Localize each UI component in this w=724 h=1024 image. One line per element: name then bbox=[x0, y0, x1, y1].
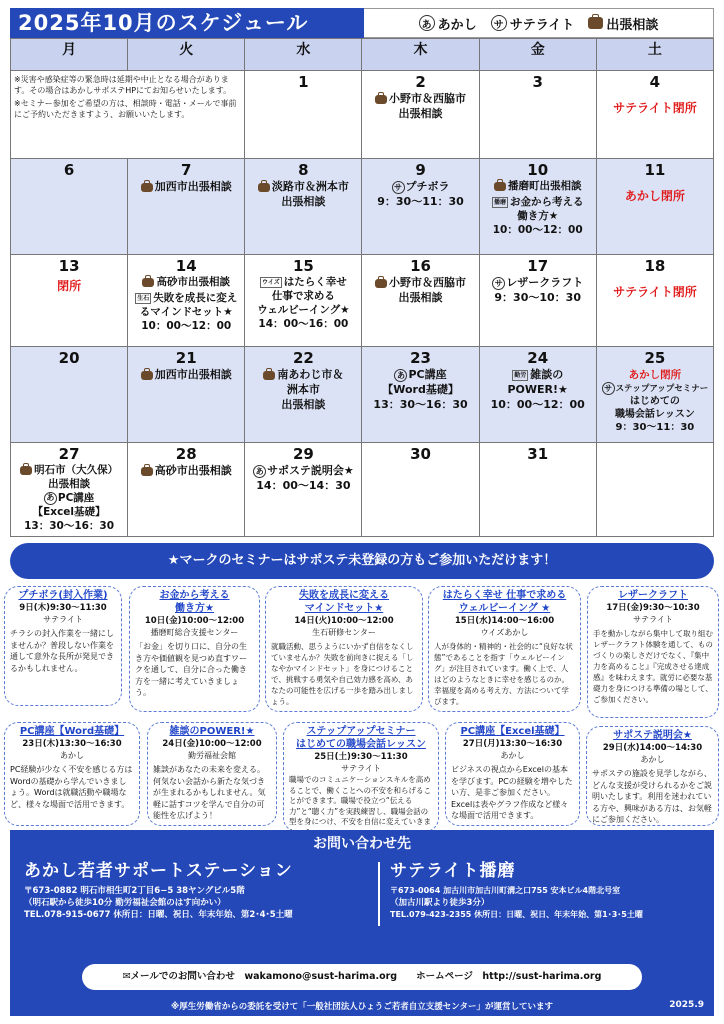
venue-icon: 勤労 bbox=[514, 371, 527, 379]
event-time: 13：30～16：30 bbox=[373, 398, 468, 411]
venue-icon: 生石 bbox=[137, 294, 150, 302]
event: 明石市（大久保） bbox=[11, 463, 127, 477]
day-cell bbox=[245, 71, 362, 159]
card-venue: ウイズあかし bbox=[480, 628, 529, 637]
contact-mail-bar[interactable]: ✉メールでのお問い合わせ wakamono@sust-harima.org ホームページ http://sust-harima.org bbox=[82, 964, 642, 990]
event-line: POWER!★ bbox=[507, 383, 568, 396]
legend-satellite bbox=[491, 14, 575, 33]
briefcase-icon bbox=[141, 467, 153, 476]
satellite-icon: サ bbox=[492, 277, 505, 290]
operator-note: ※厚生労働省からの委託を受けて「一般社団法人ひょうご若者自立支援センター」が運営しています bbox=[171, 1002, 553, 1012]
weekday-sat: 土 bbox=[596, 39, 713, 71]
legend bbox=[364, 8, 714, 38]
event: 南あわじ市＆ bbox=[245, 367, 361, 382]
day-cell bbox=[596, 347, 713, 443]
day-number: 21 bbox=[175, 349, 197, 367]
day-number: 6 bbox=[63, 161, 75, 179]
venue-icon: 播磨 bbox=[493, 198, 506, 206]
event-line: 【Excel基礎】 bbox=[32, 506, 106, 518]
card-mindset bbox=[265, 586, 423, 712]
legend-label: 出張相談 bbox=[606, 17, 659, 33]
day-number: 17 bbox=[527, 257, 549, 275]
event-time: 9：30～10：30 bbox=[494, 291, 581, 304]
day-number: 22 bbox=[292, 349, 314, 367]
card-title: ステップアップセミナー bbox=[306, 726, 416, 737]
briefcase-icon bbox=[142, 278, 154, 287]
card-venue: 播磨町総合支援センター bbox=[150, 628, 239, 637]
day-number: 15 bbox=[292, 257, 314, 275]
card-text: PC経験が少なく不安を感じる方はWordの基礎から学んでいきましょう。Wordは就職活動や職場など、様々な場面で活用できます。 bbox=[10, 765, 133, 809]
legend-akashi bbox=[419, 14, 477, 33]
day-number: 16 bbox=[410, 257, 431, 275]
day-cell bbox=[479, 347, 596, 443]
issue-date: 2025.9 bbox=[669, 1000, 704, 1010]
event-time: 14：00～16：00 bbox=[258, 318, 349, 330]
akashi-icon: あ bbox=[44, 492, 57, 505]
card-date: 25日(土)9:30～11:30 bbox=[314, 752, 408, 762]
day-cell bbox=[128, 443, 245, 537]
event-line: 出張相談 bbox=[281, 398, 326, 411]
card-title: はたらく幸せ 仕事で求める bbox=[442, 590, 567, 601]
day-number: 30 bbox=[410, 445, 431, 463]
card-text: ビジネスの視点からExcelの基本を学びます。PCの経験を増やしたい方、是非ご参加ください。Excelは表やグラフ作成など様々な場面で活用できます。 bbox=[451, 765, 573, 820]
card-date: 15日(水)14:00～16:00 bbox=[454, 616, 555, 626]
card-title: サポステ説明会★ bbox=[613, 730, 692, 741]
day-cell bbox=[11, 443, 128, 537]
org-name: あかし若者サポートステーション bbox=[24, 861, 293, 881]
card-date: 9日(木)9:30～11:30 bbox=[19, 603, 107, 613]
event: 高砂市出張相談 bbox=[128, 275, 244, 289]
day-cell bbox=[362, 255, 479, 347]
day-number: 14 bbox=[175, 257, 197, 275]
legend-label: サテライト bbox=[509, 17, 575, 33]
day-number: 3 bbox=[532, 73, 543, 91]
weekday-fri: 金 bbox=[479, 39, 596, 71]
divider bbox=[378, 862, 380, 926]
briefcase-icon bbox=[141, 371, 153, 380]
card-text: 「お金」を切り口に、自分の生き方や価値観を見つめ直すワークを通して、自分に合った働き方を一緒に考えていきましょう。 bbox=[135, 642, 247, 697]
day-cell bbox=[245, 159, 362, 255]
notice-cell bbox=[11, 71, 245, 159]
briefcase-icon bbox=[258, 183, 270, 192]
contact-heading: お問い合わせ先 bbox=[313, 836, 411, 852]
day-cell bbox=[362, 347, 479, 443]
notice-line: ※セミナー参加をご希望の方は、相談時・電話・メールで事前にご予約いただきますよう、お願いいたします。 bbox=[14, 99, 237, 119]
day-number: 23 bbox=[410, 349, 431, 367]
event-time: 9：30～11：30 bbox=[377, 195, 464, 208]
day-number: 20 bbox=[58, 349, 80, 367]
legend-label: あかし bbox=[437, 17, 477, 33]
card-title: PC講座【Word基礎】 bbox=[19, 726, 125, 737]
event-time: 13：30～16：30 bbox=[24, 520, 115, 532]
day-cell bbox=[596, 159, 713, 255]
day-number: 18 bbox=[644, 257, 666, 275]
card-title: 働き方★ bbox=[175, 603, 214, 614]
weekday-thu: 木 bbox=[362, 39, 479, 71]
header bbox=[10, 8, 714, 38]
event: 小野市＆西脇市 bbox=[362, 275, 478, 290]
day-cell bbox=[479, 71, 596, 159]
event: 加西市出張相談 bbox=[128, 367, 244, 382]
day-number: 2 bbox=[415, 73, 426, 91]
day-number: 27 bbox=[58, 445, 80, 463]
card-briefing bbox=[586, 726, 719, 826]
card-text: 人が身体的・精神的・社会的に“良好な状態”であることを指す「ウェルビーイング」が注目されています。働く上で、人はどのようなときに幸せを感じるのか。幸福度を高める考え方、方法について学びます。 bbox=[434, 642, 573, 706]
day-number: 9 bbox=[415, 161, 426, 179]
event-line: るマインドセット★ bbox=[139, 306, 233, 318]
card-venue: 生石研修センター bbox=[312, 628, 376, 637]
closed-label: あかし閉所 bbox=[624, 189, 685, 203]
event: あ PC講座 bbox=[362, 367, 478, 382]
day-cell bbox=[479, 443, 596, 537]
page-title: 2025年10月のスケジュール bbox=[10, 8, 364, 38]
briefcase-icon bbox=[588, 17, 603, 29]
card-title: ウェルビーイング ★ bbox=[458, 603, 551, 614]
org-address: 〒673-0882 明石市相生町2丁目6−5 38ヤングビル5階 bbox=[24, 886, 245, 896]
day-number: 25 bbox=[644, 349, 666, 367]
card-title: お金から考える bbox=[159, 590, 230, 601]
venue-icon: ウイズ bbox=[262, 278, 280, 286]
day-cell bbox=[362, 159, 479, 255]
event-line: 働き方★ bbox=[517, 210, 559, 222]
day-cell bbox=[11, 159, 128, 255]
card-text: 就職活動、思うようにいかず自信をなくしていませんか？失敗を前向きに捉える「しなやかマインドセット」を身につけることで、挑戦する勇気や自己効力感を高め、あなたの可能性を広げる一歩を踏み出しましょう。 bbox=[271, 642, 414, 706]
event-time: 9：30～11：30 bbox=[615, 422, 695, 433]
card-title: 雑談のPOWER!★ bbox=[169, 726, 255, 737]
closed-label: サテライト閉所 bbox=[613, 285, 697, 299]
event-time: 10：00～12：00 bbox=[141, 320, 232, 332]
card-text: 職場でのコミュニケーションスキルを高めることで、働くことへの不安を和らげることができます。職場で役立つ“伝える力”と“聴く力”を実践練習し、職場会話の型を身につけ、不安を自信に変えていきま bbox=[289, 775, 432, 826]
event: 加西市出張相談 bbox=[128, 179, 244, 194]
notice-text bbox=[11, 71, 244, 123]
card-title: マインドセット★ bbox=[304, 603, 384, 614]
day-cell bbox=[11, 255, 128, 347]
event-line: 【Word基礎】 bbox=[382, 383, 459, 396]
footer bbox=[10, 830, 714, 1016]
card-pc-word bbox=[4, 722, 140, 826]
card-pc-excel bbox=[445, 722, 580, 826]
satellite-icon: サ bbox=[602, 382, 615, 395]
card-zatsudan bbox=[147, 722, 277, 826]
seminar-banner: ★マークのセミナーはサポステ未登録の方もご参加いただけます！ bbox=[10, 543, 714, 579]
day-cell bbox=[128, 159, 245, 255]
closed-label: サテライト閉所 bbox=[613, 101, 697, 115]
event: 高砂市出張相談 bbox=[128, 463, 244, 478]
day-cell bbox=[596, 71, 713, 159]
card-date: 17日(金)9:30～10:30 bbox=[606, 603, 700, 613]
day-number: 8 bbox=[298, 161, 309, 179]
card-puchibora bbox=[4, 586, 122, 706]
weekday-wed: 水 bbox=[245, 39, 362, 71]
org-tel: TEL.078-915-0677 休所日：日曜、祝日、年末年始、第2･4･5土曜 bbox=[24, 910, 293, 920]
closed-label: あかし閉所 bbox=[628, 369, 682, 381]
satellite-harima bbox=[390, 856, 643, 921]
card-title: レザークラフト bbox=[618, 590, 688, 601]
event: 播磨町出張相談 bbox=[480, 179, 596, 193]
card-date: 24日(金)10:00～12:00 bbox=[162, 739, 262, 749]
day-cell bbox=[245, 255, 362, 347]
event-line: 出張相談 bbox=[398, 107, 443, 120]
akashi-icon: あ bbox=[253, 465, 266, 478]
briefcase-icon bbox=[263, 371, 275, 380]
event-line: 出張相談 bbox=[48, 478, 91, 490]
card-title: プチボラ(封入作業) bbox=[18, 590, 108, 601]
day-cell bbox=[362, 443, 479, 537]
card-date: 10日(金)10:00～12:00 bbox=[144, 616, 245, 626]
card-venue: サテライト bbox=[341, 764, 381, 773]
briefcase-icon bbox=[20, 466, 32, 475]
event-line: はじめての bbox=[629, 396, 680, 407]
day-cell bbox=[11, 347, 128, 443]
card-title: PC講座【Excel基礎】 bbox=[460, 726, 565, 737]
akashi-icon: あ bbox=[419, 15, 435, 31]
satellite-icon: サ bbox=[491, 15, 507, 31]
weekday-tue: 火 bbox=[128, 39, 245, 71]
card-text: チラシの封入作業を一緒にしませんか？普段しない作業を通して意外な長所が発見できるかもしれません。 bbox=[10, 629, 114, 673]
card-title: 失敗を成長に変える bbox=[299, 590, 389, 601]
day-cell bbox=[128, 255, 245, 347]
satellite-icon: サ bbox=[392, 181, 405, 194]
day-cell bbox=[362, 71, 479, 159]
event: 小野市＆西脇市 bbox=[362, 91, 478, 106]
org-tel: TEL.079-423-2355 休所日：日曜、祝日、年末年始、第1･3･5土曜 bbox=[390, 910, 643, 919]
day-number: 29 bbox=[292, 445, 314, 463]
day-cell bbox=[245, 347, 362, 443]
card-title: はじめての職場会話レッスン bbox=[296, 739, 426, 750]
event: 播磨 お金から考える bbox=[493, 196, 584, 208]
card-venue: あかし bbox=[640, 755, 665, 764]
event: 淡路市＆洲本市 bbox=[245, 179, 361, 194]
briefcase-icon bbox=[375, 95, 387, 104]
card-text: サポステの施設を見学しながら、どんな支援が受けられるかをご説明いたします。利用を迷われている方や、興味がある方は、お気軽にご参加ください。 bbox=[592, 769, 712, 824]
card-date: 29日(水)14:00～14:30 bbox=[602, 743, 703, 753]
briefcase-icon bbox=[494, 182, 506, 191]
event-time: 10：00～12：00 bbox=[492, 224, 583, 236]
event: あ サポステ説明会★ bbox=[245, 463, 361, 478]
event-line: 出張相談 bbox=[281, 195, 326, 208]
day-number: 11 bbox=[644, 161, 666, 179]
card-venue: サテライト bbox=[633, 615, 673, 624]
legend-outreach bbox=[588, 14, 658, 33]
day-cell bbox=[128, 347, 245, 443]
card-text: 雑談があなたの未来を変える。何気ない会話から新たな気づきが生まれるかもしれません。気軽に話すコツを学んで自分の可能性を広げよう！ bbox=[153, 765, 266, 820]
day-number: 10 bbox=[527, 161, 549, 179]
day-cell bbox=[596, 443, 713, 537]
day-cell bbox=[479, 159, 596, 255]
day-cell bbox=[479, 255, 596, 347]
card-venue: 勤労福祉会館 bbox=[188, 751, 236, 760]
day-number: 24 bbox=[527, 349, 549, 367]
day-number: 31 bbox=[527, 445, 549, 463]
card-leathercraft bbox=[587, 586, 719, 718]
event: ウイズ はたらく幸せ bbox=[262, 276, 347, 288]
event: あ PC講座 bbox=[11, 491, 127, 505]
event: 勤労 雑談の bbox=[514, 368, 564, 381]
weekday-mon: 月 bbox=[11, 39, 128, 71]
card-venue: サテライト bbox=[43, 615, 83, 624]
briefcase-icon bbox=[375, 279, 387, 288]
briefcase-icon bbox=[141, 183, 153, 192]
event-line: 仕事で求める bbox=[271, 290, 335, 302]
card-date: 27日(月)13:30～16:30 bbox=[462, 739, 563, 749]
org-access: （加古川駅より徒歩3分） bbox=[390, 898, 490, 908]
event: 生石 失敗を成長に変え bbox=[137, 292, 238, 304]
org-name: サテライト播磨 bbox=[390, 861, 516, 881]
day-number: 13 bbox=[58, 257, 80, 275]
closed-label: 閉所 bbox=[57, 279, 82, 293]
day-number: 28 bbox=[175, 445, 197, 463]
event: サ レザークラフト bbox=[480, 275, 596, 290]
day-number: 4 bbox=[649, 73, 661, 91]
card-money bbox=[129, 586, 260, 712]
calendar bbox=[10, 38, 714, 537]
akashi-station bbox=[24, 856, 293, 921]
event-line: 洲本市 bbox=[286, 383, 320, 396]
event: サ プチボラ bbox=[362, 179, 478, 194]
card-date: 14日(火)10:00～12:00 bbox=[294, 616, 394, 626]
event-line: 出張相談 bbox=[398, 291, 443, 304]
card-stepup bbox=[283, 722, 439, 832]
org-address: 〒673-0064 加古川市加古川町溝之口755 安本ビル4階北号室 bbox=[390, 886, 621, 895]
org-access: （明石駅から徒歩10分 勤労福祉会館のはす向かい） bbox=[24, 898, 226, 908]
card-date: 23日(木)13:30～16:30 bbox=[22, 739, 122, 749]
card-venue: あかし bbox=[60, 751, 84, 760]
day-number: 7 bbox=[181, 161, 192, 179]
card-wellbeing bbox=[428, 586, 581, 712]
day-cell bbox=[596, 255, 713, 347]
notice-line: ※災害や感染症等の緊急時は延期や中止となる場合があります。その場合はあかしサポステHPにてお知らせいたします。 bbox=[14, 75, 232, 95]
event: サ ステップアップセミナー bbox=[597, 382, 713, 395]
event-line: ウェルビーイング★ bbox=[257, 304, 350, 316]
event-time: 14：00～14：30 bbox=[256, 479, 351, 492]
card-venue: あかし bbox=[500, 751, 525, 760]
card-text: 手を動かしながら集中して取り組むレザークラフト体験を通して、ものづくりの楽しさだけでなく、『集中力を高めること』『完成させる達成感』を味わえます。就労に必要な基礎力を身につける準備の場として、ご参加ください。 bbox=[593, 629, 713, 704]
akashi-icon: あ bbox=[394, 369, 407, 382]
day-cell bbox=[245, 443, 362, 537]
day-number: 1 bbox=[298, 73, 309, 91]
event-line: 職場会話レッスン bbox=[614, 409, 695, 420]
event-time: 10：00～12：00 bbox=[490, 398, 585, 411]
